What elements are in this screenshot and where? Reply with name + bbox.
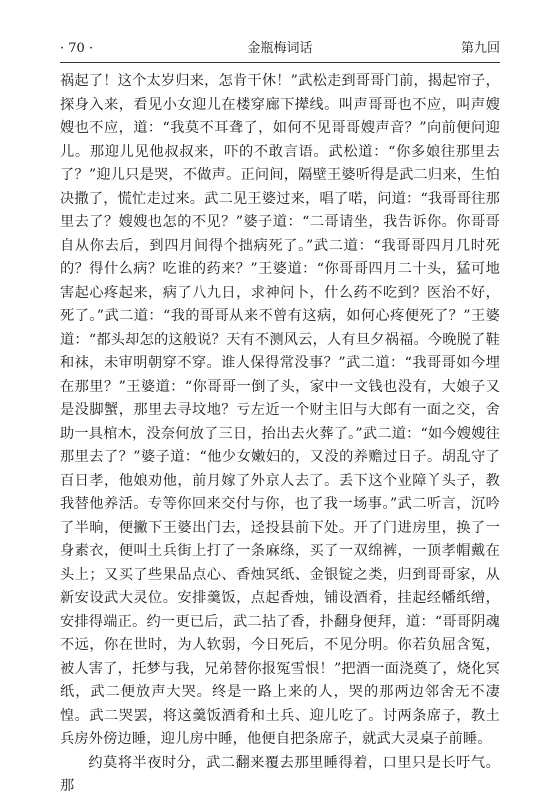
paragraph-2: 约莫将半夜时分，武二翻来覆去那里睡得着，口里只是长吁气。那 bbox=[60, 754, 500, 794]
book-title: 金瓶梅词话 bbox=[247, 41, 313, 56]
header-rule bbox=[60, 62, 500, 63]
page-number: · 70 · bbox=[60, 41, 94, 56]
paragraph-1: 祸起了！这个太岁归来，怎肯干休！”武松走到哥哥门前，揭起帘子，探身入来，看见小女迎儿在楼穿廊下撵线。叫声哥哥也不应，叫声嫂嫂也不应，道：“我莫不耳聋了，如何不见哥哥嫂声音？”向前便问迎儿。那迎儿见他叔叔来，吓的不敢言语。武松道：“你多娘往那里去了？”迎儿只是哭，不做声。正问间，隔壁王婆听得是武二归来，生怕决撒了，慌忙走过来。武二见王婆过来，唱了喏，问道：“我哥哥往那里去了？嫂嫂也怎的不见？”婆子道：“二哥请坐，我告诉你。你哥哥自从你去后，到四月间得个拙病死了。”武二道：“我哥哥四月几时死的？得什么病？吃谁的药来？”王婆道：“你哥哥四月二十头，猛可地害起心疼起来，病了八九日，求神问卜，什么药不吃到？医治不好，死了。”武二道：“我的哥哥从来不曾有这病，如何心疼便死了？”王婆道：“都头却怎的这般说？天有不测风云，人有旦夕祸福。今晚脱了鞋和袜，未审明朝穿不穿。谁人保得常没事？”武二道：“我哥哥如今埋在那里？”王婆道：“你哥哥一倒了头，家中一文钱也没有，大娘子又是没脚蟹，那里去寻坟地？亏左近一个财主旧与大郎有一面之交，舍助一具棺木，没奈何放了三日，抬出去火葬了。”武二道：“如今嫂嫂往那里去了？”婆子道：“他少女嫩妇的，又没的养赡过日子。胡乱守了百日孝，他娘劝他，前月嫁了外京人去了。丢下这个业障丫头子，教我替他养活。专等你回来交付与你，也了我一场事。”武二听言，沉吟了半晌，便撇下王婆出门去，迳投县前下处。开了门进房里，换了一身素衣，便叫土兵街上打了一条麻绦，买了一双绵裤，一顶孝帽戴在头上；又买了些果品点心、香烛冥纸、金银锭之类，归到哥哥家，从新安设武大灵位。安排羹饭，点起香烛，铺设酒肴，挂起经幡纸缯，安排得端正。约一更已后，武二拈了香，扑翻身便拜，道：“哥哥阴魂不远，你在世时，为人软弱，今日死后，不见分明。你若负屈含冤，被人害了，托梦与我，兄弟替你报冤雪恨！”把酒一面浇奠了，烧化冥纸，武二便放声大哭。终是一路上来的人，哭的那两边邻舍无不凄惶。武二哭罢，将这羹饭酒肴和土兵、迎儿吃了。讨两条席子，教土兵房外傍边睡，迎儿房中睡，他便自把条席子，就武大灵桌子前睡。 bbox=[60, 73, 500, 747]
page-header bbox=[60, 38, 500, 60]
page-body bbox=[60, 70, 500, 799]
chapter-label: 第九回 bbox=[460, 41, 500, 56]
